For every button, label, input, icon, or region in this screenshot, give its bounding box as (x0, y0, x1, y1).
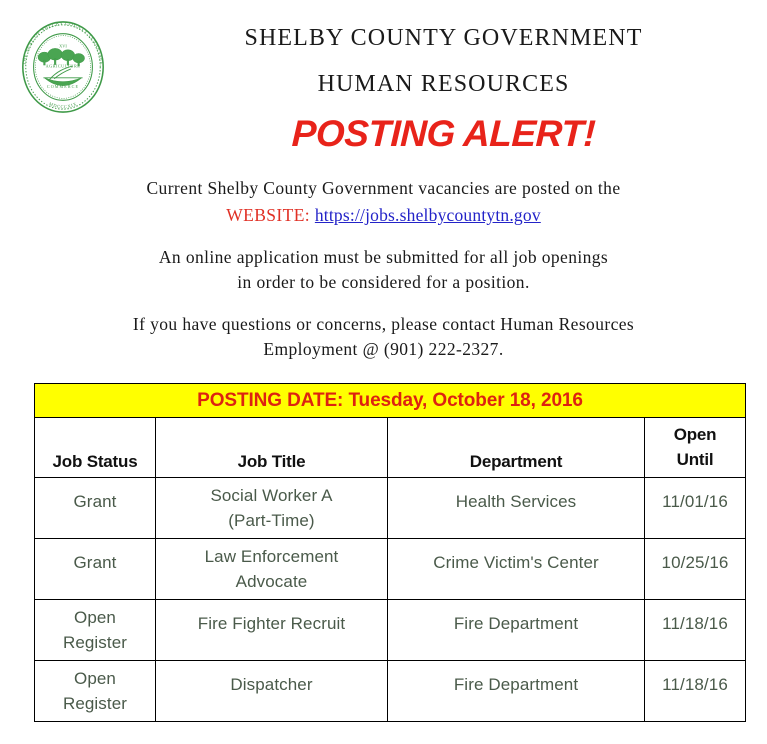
shelby-county-seal-icon (14, 17, 112, 117)
spacer (0, 294, 767, 312)
svg-text:AGRICULTURE: AGRICULTURE (45, 63, 81, 69)
cell-open-until: 10/25/16 (645, 539, 746, 600)
table-header-row (35, 418, 746, 478)
intro-text-block (0, 176, 767, 362)
document-header (0, 0, 767, 170)
svg-text:XVI: XVI (59, 43, 67, 49)
column-header-job-title: Job Title (156, 418, 388, 478)
organization-titles (120, 26, 767, 96)
cell-department: Fire Department (388, 600, 645, 661)
postings-table (34, 383, 746, 722)
column-header-job-status: Job Status (35, 418, 156, 478)
posting-date-text: POSTING DATE: Tuesday, October 18, 2016 (197, 389, 583, 411)
contact-line-1: If you have questions or concerns, please contact Human Resources (132, 314, 635, 335)
cell-department: Fire Department (388, 661, 645, 722)
cell-job-status: Grant (35, 478, 156, 539)
svg-text:COMMERCE: COMMERCE (46, 84, 80, 90)
org-title-line-2: HUMAN RESOURCES (317, 71, 570, 97)
column-header-department: Department (388, 418, 645, 478)
table-row (35, 600, 746, 661)
cell-job-status: Open Register (35, 661, 156, 722)
website-label: WEBSITE: (226, 204, 311, 225)
posting-alert-title: POSTING ALERT! (291, 113, 596, 154)
posting-date-banner-row (35, 384, 746, 418)
spacer (0, 228, 767, 245)
svg-text:MDCCCXIX: MDCCCXIX (48, 101, 78, 110)
table-row (35, 539, 746, 600)
postings-table-container (34, 383, 745, 722)
application-notice-line-2: in order to be considered for a position. (237, 271, 530, 292)
cell-job-title: Dispatcher (156, 661, 388, 722)
cell-job-title: Fire Fighter Recruit (156, 600, 388, 661)
posting-date-banner (35, 384, 746, 418)
cell-job-status: Open Register (35, 600, 156, 661)
website-url-link[interactable]: https://jobs.shelbycountytn.gov (314, 204, 541, 225)
cell-department: Crime Victim's Center (388, 539, 645, 600)
contact-line-2: Employment @ (901) 222-2327. (263, 339, 504, 360)
cell-open-until: 11/18/16 (645, 600, 746, 661)
intro-line-1: Current Shelby County Government vacancies are posted on the (146, 178, 621, 198)
cell-open-until: 11/01/16 (645, 478, 746, 539)
cell-department: Health Services (388, 478, 645, 539)
table-row (35, 478, 746, 539)
svg-text:THE SEAL OF SHELBY COUNTY TENN: THE SEAL OF SHELBY COUNTY TENNESSEE (22, 21, 104, 66)
cell-job-status: Grant (35, 539, 156, 600)
cell-open-until: 11/18/16 (645, 661, 746, 722)
table-row (35, 661, 746, 722)
application-notice-line-1: An online application must be submitted for all job openings (158, 246, 609, 267)
org-title-line-1: SHELBY COUNTY GOVERNMENT (244, 25, 643, 51)
column-header-open-until: Open Until (645, 418, 746, 478)
cell-job-title: Law Enforcement Advocate (156, 539, 388, 600)
website-line (0, 203, 767, 228)
cell-job-title: Social Worker A (Part-Time) (156, 478, 388, 539)
